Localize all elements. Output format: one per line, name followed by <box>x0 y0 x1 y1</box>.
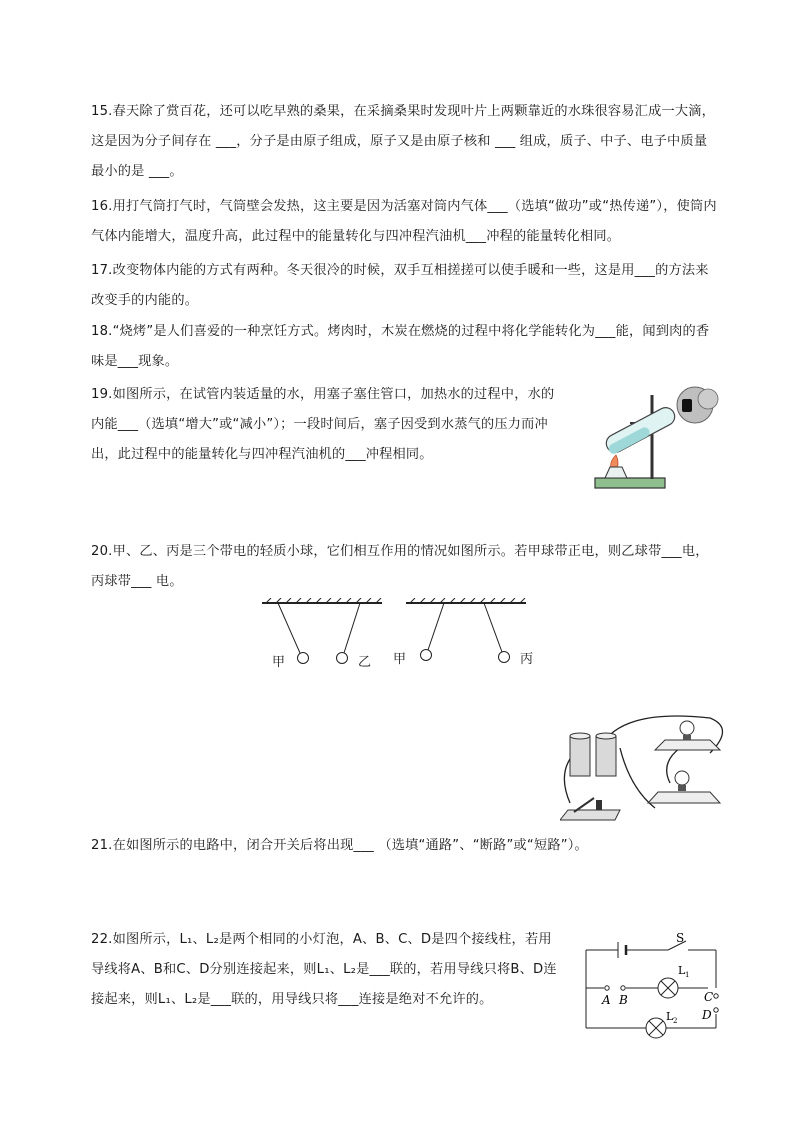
label-yi: 乙 <box>358 655 372 670</box>
label-s: S <box>676 931 685 945</box>
label-jia-right: 甲 <box>393 652 407 667</box>
label-l2-sub: 2 <box>673 1017 678 1025</box>
question-15: 15.春天除了赏百花，还可以吃早熟的桑果，在采摘桑果时发现叶片上两颗靠近的水珠很容易汇成一大滴，这是因为分子间存在 ___，分子是由原子组成，原子又是由原子核和 ___ 组成，质子、中子、电子中质量最小的是 ___。 <box>91 104 716 179</box>
label-b: B <box>619 993 628 1007</box>
circuit-wires <box>586 940 716 1028</box>
test-tube <box>603 404 678 455</box>
ball-b <box>337 653 348 664</box>
ball-c <box>499 652 510 663</box>
terminal-d <box>714 1008 718 1012</box>
question-22: 22.如图所示，L₁、L₂是两个相同的小灯泡，A、B、C、D是四个接线柱，若用导线将A、B和C、D分别连接起来，则L₁、L₂是___联的，若用导线只将B、D连接起来，则L₁、L₂是___联的，用导线只将___连接是绝对不允许的。 <box>91 932 557 1007</box>
question-16: 16.用打气筒打气时，气筒壁会发热，这主要是因为活塞对筒内气体___（选填“做功”或“热传递”），使筒内气体内能增大，温度升高，此过程中的能量转化与四冲程汽油机___冲程的能量转化相同。 <box>91 199 717 244</box>
terminal-a <box>605 986 609 990</box>
battery-right <box>596 733 616 776</box>
label-l1: L <box>678 964 686 977</box>
circuit-apparatus-figure <box>560 708 728 826</box>
alcohol-lamp <box>605 467 627 478</box>
lamp-bottom <box>648 771 720 803</box>
label-l1-sub: 1 <box>685 971 690 979</box>
question-19: 19.如图所示，在试管内装适量的水，用塞子塞住管口，加热水的过程中，水的内能___（选填“增大”或“减小”）；一段时间后，塞子因受到水蒸气的压力而冲出，此过程中的能量转化与四冲程汽油机的___冲程相同。 <box>91 387 555 462</box>
lamp-l1-symbol <box>658 978 678 998</box>
stopper <box>682 399 692 412</box>
label-d: D <box>702 1008 712 1022</box>
lamp-top <box>655 721 720 750</box>
label-c: C <box>704 990 714 1004</box>
battery-symbol <box>618 942 626 958</box>
question-21: 21.在如图所示的电路中，闭合开关后将出现___ （选填“通路”、“断路”或“短路”）。 <box>91 838 588 853</box>
terminal-c <box>714 994 718 998</box>
terminal-b <box>621 986 625 990</box>
label-l2: L <box>666 1010 674 1023</box>
question-17: 17.改变物体内能的方式有两种。冬天很冷的时候，双手互相搓搓可以使手暖和一些，这是用___的方法来改变手的内能的。 <box>91 263 709 308</box>
test-tube-figure <box>590 383 725 503</box>
ball-a-left <box>298 653 309 664</box>
label-bing: 丙 <box>520 652 534 667</box>
battery-left <box>570 733 590 776</box>
ball-a-right <box>421 650 432 661</box>
question-20: 20.甲、乙、丙是三个带电的轻质小球，它们相互作用的情况如图所示。若甲球带正电，则乙球带___电，丙球带___ 电。 <box>91 544 709 589</box>
question-18: 18.“烧烤”是人们喜爱的一种烹饪方式。烤肉时，木炭在燃烧的过程中将化学能转化为___能，闻到肉的香味是___现象。 <box>91 324 710 369</box>
label-a: A <box>602 993 611 1007</box>
stand-base <box>595 478 665 488</box>
lamp-l2-symbol <box>646 1018 666 1038</box>
label-jia-left: 甲 <box>272 655 286 670</box>
circuit-diagram <box>580 928 725 1040</box>
